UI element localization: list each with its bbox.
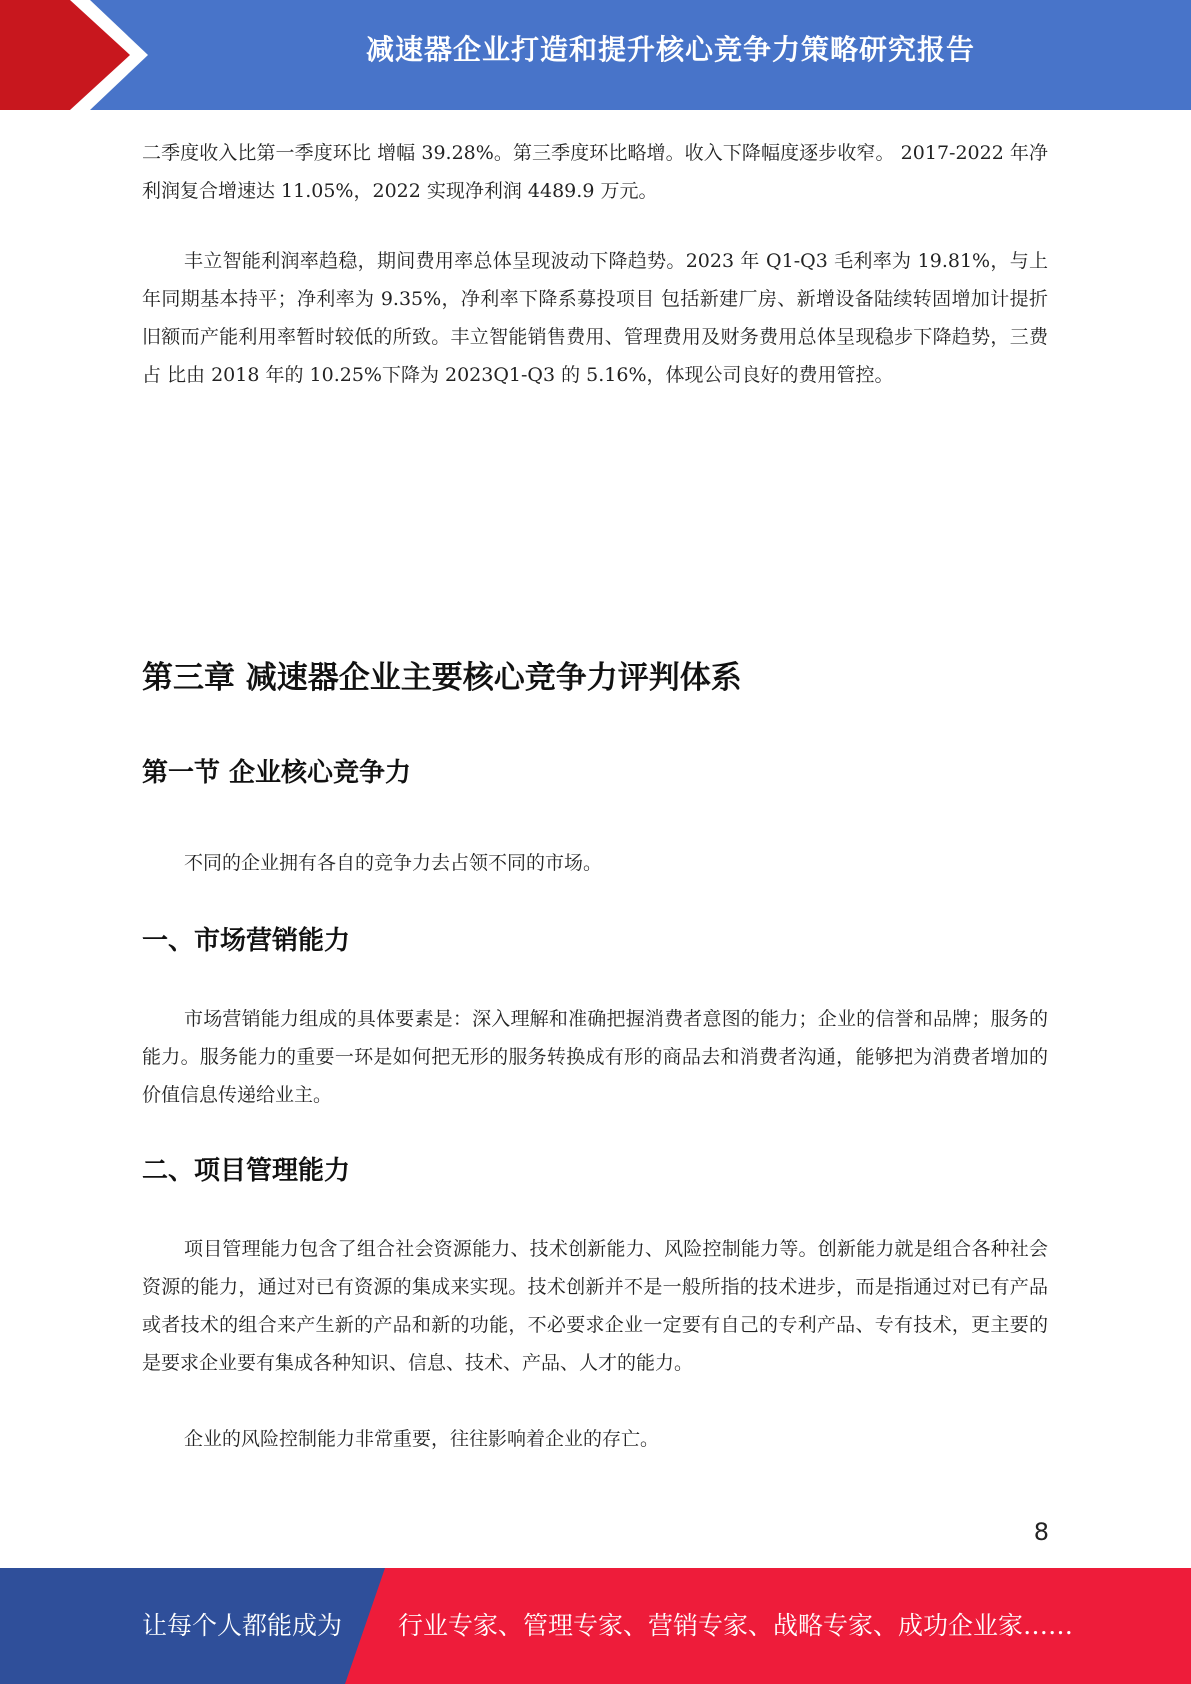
paragraph-text: 丰立智能利润率趋稳，期间费用率总体呈现波动下降趋势。2023 年 Q1-Q3 毛利率为 19.81%，与上年同期基本持平；净利率为 9.35%，净利率下降系募投项目 包括新建厂房、新增设备陆续转固增加计提折旧额而产能利用率暂时较低的所致。丰立智能销售费用、管理费用及财务费用总体呈现稳步下降趋势，三费占 比由 2018 年的 10.25%下降为 2023Q1-Q3 的 5.16%，体现公司良好的费用管控。 [142,250,1048,386]
paragraph-marketing [142,1000,1048,1114]
chapter-title: 第三章 减速器企业主要核心竞争力评判体系 [142,660,742,696]
footer-slogan-right: 行业专家、管理专家、营销专家、战略专家、成功企业家…… [398,1611,1074,1640]
header-arrow-decoration [0,0,160,110]
section-title: 第一节 企业核心竞争力 [142,758,412,788]
paragraph-text: 不同的企业拥有各自的竞争力去占领不同的市场。 [184,852,603,874]
page-header [0,0,1191,110]
paragraph-text: 项目管理能力包含了组合社会资源能力、技术创新能力、风险控制能力等。创新能力就是组合各种社会资源的能力，通过对已有资源的集成来实现。技术创新并不是一般所指的技术进步，而是指通过对已有产品或者技术的组合来产生新的产品和新的功能，不必要求企业一定要有自己的专利产品、专有技术，更主要的是要求企业要有集成各种知识、信息、技术、产品、人才的能力。 [142,1238,1048,1374]
page-footer [0,1568,1191,1684]
footer-slogan-left: 让每个人都能成为 [142,1611,343,1640]
paragraph-text: 二季度收入比第一季度环比 增幅 39.28%。第三季度环比略增。收入下降幅度逐步收窄。 2017-2022 年净利润复合增速达 11.05%，2022 实现净利润 4489.9 万元。 [142,142,1048,202]
heading-project-management: 二、项目管理能力 [142,1156,351,1186]
paragraph-text: 企业的风险控制能力非常重要，往往影响着企业的存亡。 [184,1428,660,1450]
paragraph-intro [142,844,1048,882]
page-number: 8 [1033,1518,1049,1546]
paragraph-project-management [142,1230,1048,1382]
heading-marketing-capability: 一、市场营销能力 [142,926,351,956]
paragraph-profit-margin [142,242,1048,394]
report-title: 减速器企业打造和提升核心竞争力策略研究报告 [365,33,975,66]
paragraph-revenue-summary [142,134,1048,210]
paragraph-risk-control [142,1420,1048,1458]
paragraph-text: 市场营销能力组成的具体要素是：深入理解和准确把握消费者意图的能力；企业的信誉和品牌；服务的能力。服务能力的重要一环是如何把无形的服务转换成有形的商品去和消费者沟通，能够把为消费者增加的价值信息传递给业主。 [142,1008,1048,1106]
